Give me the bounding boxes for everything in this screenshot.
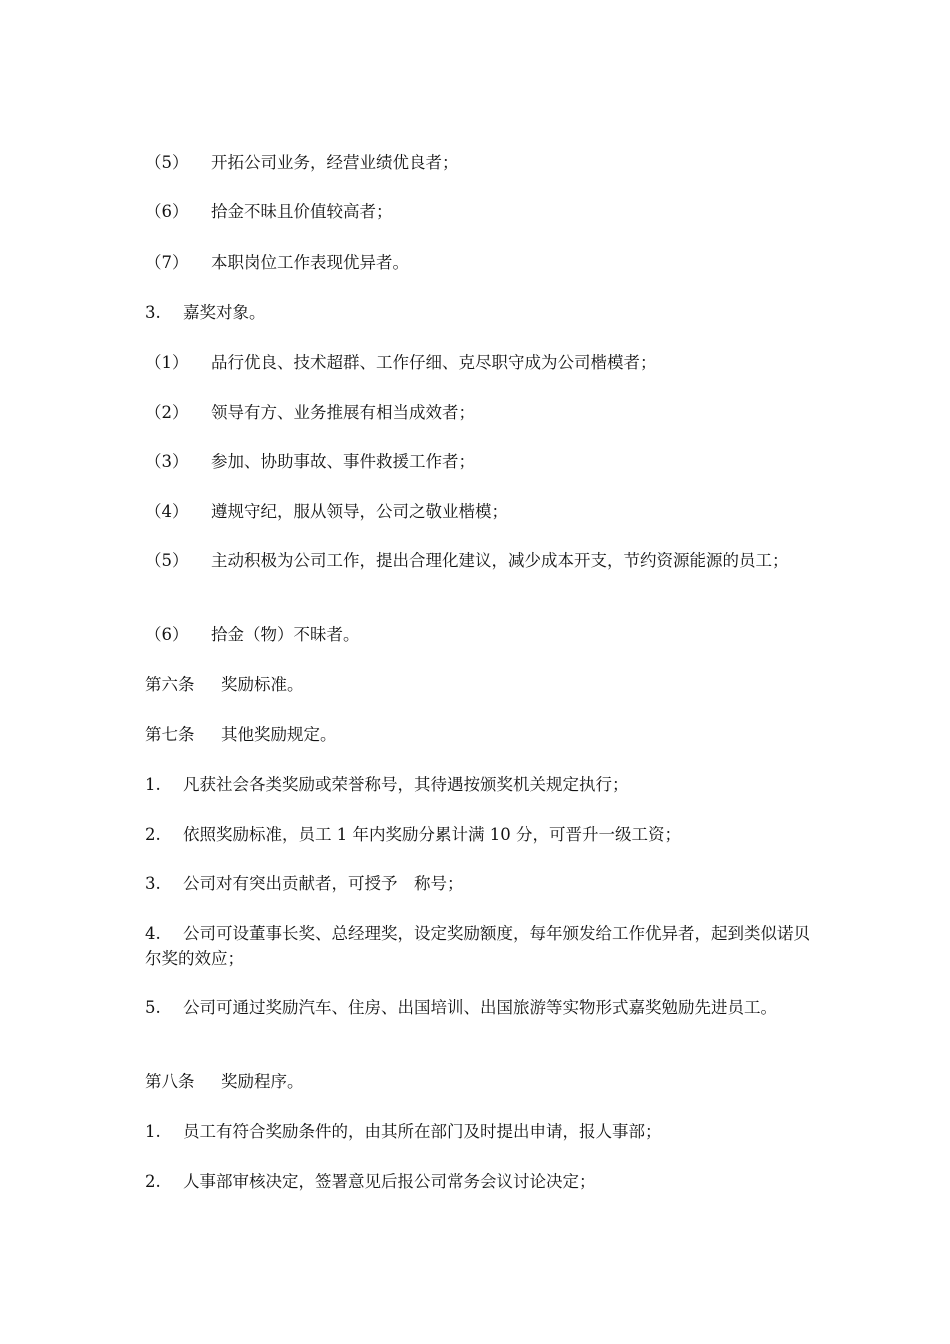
item-text: 拾金不昧且价值较高者；: [211, 202, 393, 221]
article-title: 奖励标准。: [221, 675, 304, 694]
item-text: 依照奖励标准，员工 1 年内奖励分累计满 10 分，可晋升一级工资；: [183, 825, 681, 844]
item-text: 参加、协助事故、事件救援工作者；: [211, 452, 475, 471]
item-text: 开拓公司业务，经营业绩优良者；: [211, 153, 459, 172]
item-marker: 5.: [145, 998, 161, 1017]
item-marker: （3）: [145, 452, 189, 471]
item-marker: 4.: [145, 924, 161, 943]
list-item: [145, 772, 810, 797]
list-item: [145, 921, 810, 971]
item-text: 公司可设董事长奖、总经理奖，设定奖励额度，每年颁发给工作优异者，起到类似诺贝尔奖的效应；: [145, 924, 810, 968]
item-marker: （7）: [145, 253, 189, 272]
item-marker: （1）: [145, 353, 189, 372]
item-marker: （6）: [145, 202, 189, 221]
list-item: [145, 449, 810, 474]
item-marker: 1.: [145, 775, 161, 794]
article-marker: 第八条: [145, 1072, 195, 1091]
item-text: 主动积极为公司工作，提出合理化建议，减少成本开支，节约资源能源的员工；: [211, 551, 789, 570]
item-marker: （6）: [145, 625, 189, 644]
item-marker: （4）: [145, 502, 189, 521]
item-marker: 2.: [145, 1172, 161, 1191]
list-item: [145, 995, 810, 1020]
item-text: 公司可通过奖励汽车、住房、出国培训、出国旅游等实物形式嘉奖勉励先进员工。: [183, 998, 777, 1017]
item-text: 拾金（物）不昧者。: [211, 625, 360, 644]
item-marker: 3.: [145, 874, 161, 893]
item-text: 凡获社会各类奖励或荣誉称号，其待遇按颁奖机关规定执行；: [183, 775, 629, 794]
article-marker: 第六条: [145, 675, 195, 694]
item-text: 公司对有突出贡献者，可授予 称号；: [183, 874, 464, 893]
article-title: 其他奖励规定。: [221, 725, 337, 744]
article-marker: 第七条: [145, 725, 195, 744]
list-item: [145, 871, 810, 896]
item-text: 品行优良、技术超群、工作仔细、克尽职守成为公司楷模者；: [211, 353, 657, 372]
list-item: [145, 250, 810, 275]
article-heading: [145, 722, 810, 747]
list-item: [145, 499, 810, 524]
list-item: [145, 622, 810, 647]
item-marker: （2）: [145, 403, 189, 422]
item-marker: （5）: [145, 153, 189, 172]
item-text: 遵规守纪，服从领导，公司之敬业楷模；: [211, 502, 508, 521]
item-text: 领导有方、业务推展有相当成效者；: [211, 403, 475, 422]
item-marker: 1.: [145, 1122, 161, 1141]
list-item: [145, 400, 810, 425]
article-title: 奖励程序。: [221, 1072, 304, 1091]
item-marker: 3.: [145, 303, 161, 322]
item-marker: （5）: [145, 551, 189, 570]
item-text: 本职岗位工作表现优异者。: [211, 253, 409, 272]
item-marker: 2.: [145, 825, 161, 844]
list-item: [145, 350, 810, 375]
item-text: 人事部审核决定，签署意见后报公司常务会议讨论决定；: [183, 1172, 596, 1191]
article-heading: [145, 1069, 810, 1094]
list-item: [145, 1119, 810, 1144]
list-item: [145, 1169, 810, 1194]
list-item: [145, 150, 810, 175]
item-text: 嘉奖对象。: [183, 303, 266, 322]
article-heading: [145, 672, 810, 697]
list-item: [145, 822, 810, 847]
item-text: 员工有符合奖励条件的，由其所在部门及时提出申请，报人事部；: [183, 1122, 662, 1141]
list-item: [145, 548, 810, 573]
section-heading: [145, 300, 810, 325]
list-item: [145, 199, 810, 224]
